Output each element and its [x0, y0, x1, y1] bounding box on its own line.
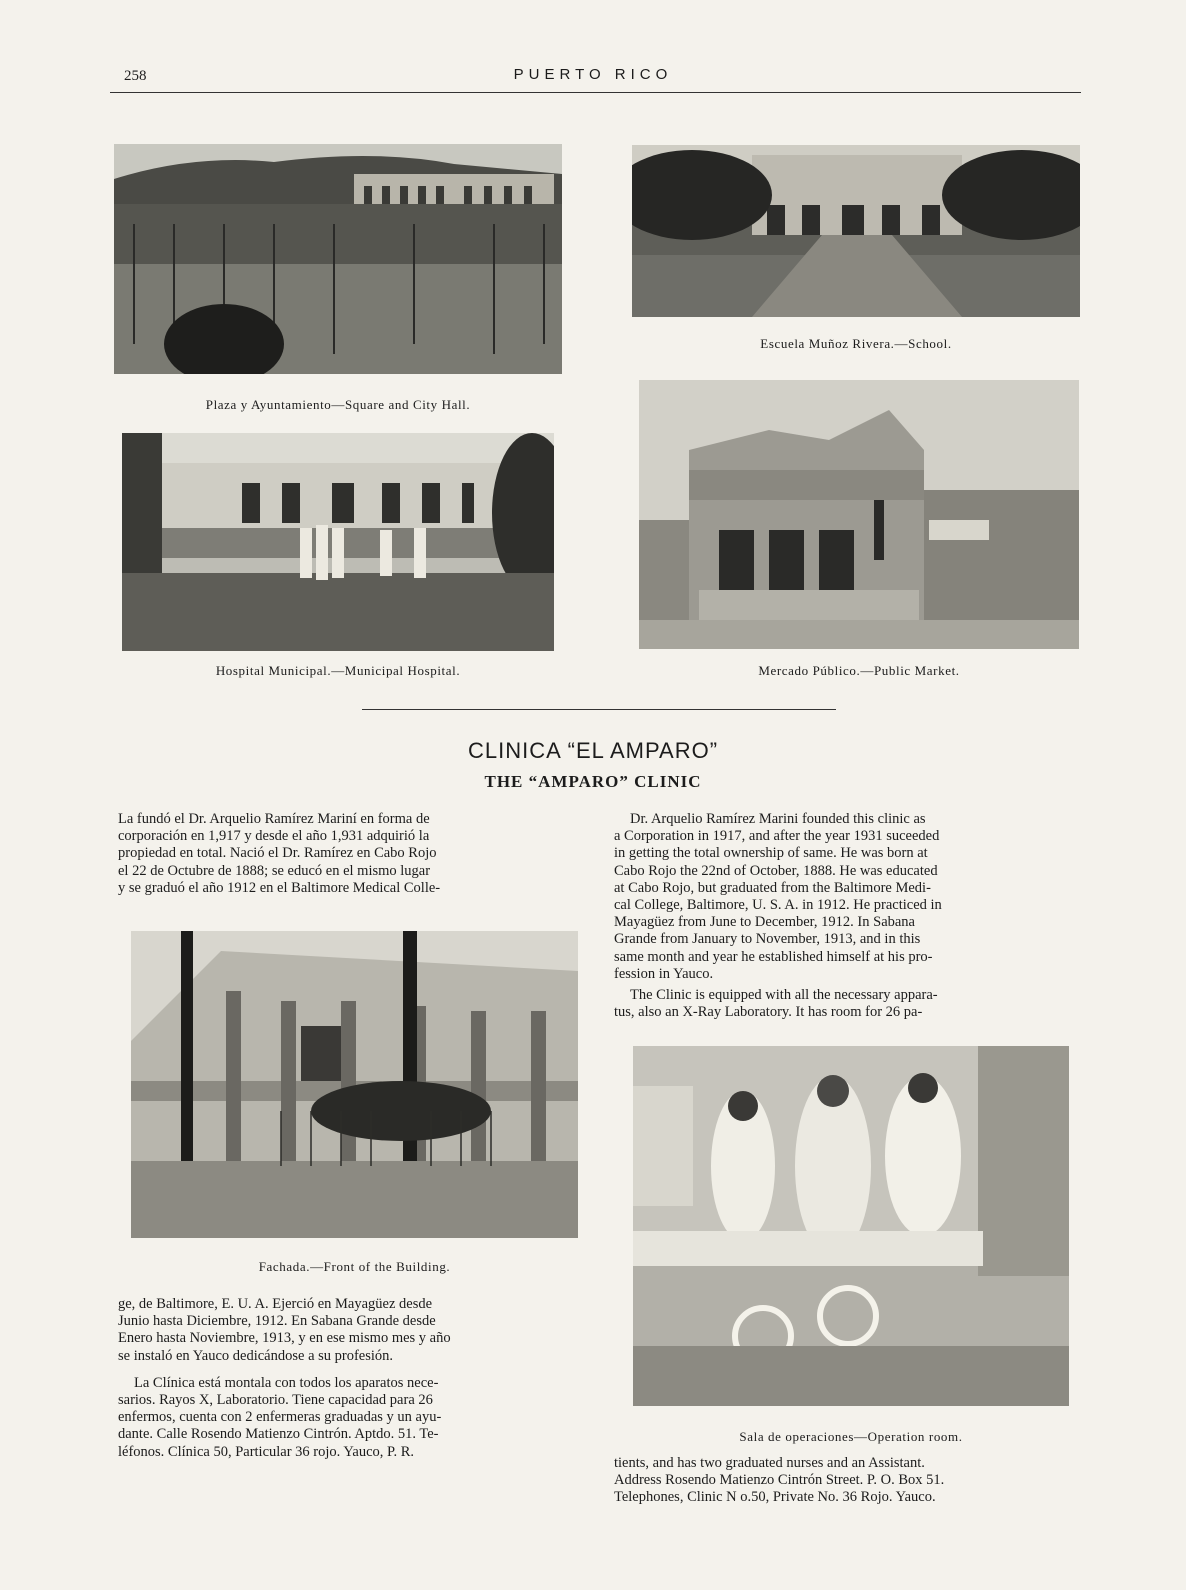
- page-number: 258: [124, 68, 147, 84]
- text-line: La fundó el Dr. Arquelio Ramírez Mariní en forma de: [118, 811, 430, 827]
- text-line: léfonos. Clínica 50, Particular 36 rojo. Yauco, P. R.: [118, 1443, 415, 1460]
- text-line: enfermos, cuenta con 2 enfermeras graduadas y un ayu-: [118, 1409, 442, 1426]
- text-line: se instaló en Yauco dedicándose a su profesión.: [118, 1347, 394, 1364]
- text-line: at Cabo Rojo, but graduated from the Baltimore Medi-: [614, 879, 931, 896]
- text-line: propiedad en total. Nació el Dr. Ramírez en Cabo Rojo: [118, 845, 437, 862]
- text-line: Grande from January to November, 1913, and in this: [614, 931, 921, 948]
- header-rule: [110, 92, 1081, 93]
- facade-caption: Fachada.—Front of the Building.: [258, 1259, 451, 1274]
- text-line: el 22 de Octubre de 1888; se educó en el mismo lugar: [118, 862, 431, 879]
- text-line: Dr. Arquelio Ramírez Marini founded this clinic as: [630, 811, 926, 827]
- article-title: CLINICA “EL AMPARO”: [467, 738, 719, 763]
- english-text-bottom: [614, 1455, 1088, 1507]
- school-caption: Escuela Muñoz Rivera.—School.: [760, 336, 952, 351]
- running-head: PUERTO RICO: [513, 66, 673, 83]
- text-line: The Clinic is equipped with all the necessary appara-: [630, 987, 938, 1004]
- operation-room-photo: [633, 1046, 1069, 1406]
- text-line: Address Rosendo Matienzo Cintrón Street. P. O. Box 51.: [614, 1472, 945, 1489]
- hospital-caption: Hospital Municipal.—Municipal Hospital.: [215, 663, 461, 678]
- text-line: Cabo Rojo the 22nd of October, 1888. He was educated: [614, 862, 938, 879]
- text-line: y se graduó el año 1912 en el Baltimore Medical Colle-: [118, 879, 441, 896]
- text-line: dante. Calle Rosendo Matienzo Cintrón. Aptdo. 51. Te-: [118, 1426, 439, 1443]
- text-line: Telephones, Clinic N o.50, Private No. 36 Rojo. Yauco.: [614, 1489, 936, 1506]
- text-line: ge, de Baltimore, E. U. A. Ejerció en Mayagüez desde: [118, 1296, 433, 1312]
- text-line: corporación en 1,917 y desde el año 1,931 adquirió la: [118, 828, 430, 845]
- spanish-text-top: [118, 811, 560, 897]
- text-line: tus, also an X-Ray Laboratory. It has room for 26 pa-: [614, 1004, 923, 1021]
- section-rule: [362, 709, 836, 710]
- text-line: Junio hasta Diciembre, 1912. En Sabana Grande desde: [118, 1313, 436, 1330]
- facade-photo: [131, 931, 578, 1238]
- market-caption: Mercado Público.—Public Market.: [758, 663, 960, 678]
- text-line: tients, and has two graduated nurses and an Assistant.: [614, 1455, 925, 1471]
- text-line: Mayagüez from June to December, 1912. In Sabana: [614, 914, 915, 931]
- operation-room-caption: Sala de operaciones—Operation room.: [739, 1429, 963, 1444]
- plaza-photo: [114, 144, 562, 374]
- hospital-photo: [122, 433, 554, 651]
- text-line: same month and year he established himself at his pro-: [614, 948, 933, 965]
- market-photo: [639, 380, 1079, 649]
- text-line: a Corporation in 1917, and after the year 1931 suceeded: [614, 828, 940, 845]
- text-line: fession in Yauco.: [614, 965, 714, 982]
- text-line: sarios. Rayos X, Laboratorio. Tiene capacidad para 26: [118, 1392, 433, 1409]
- school-photo: [632, 145, 1080, 317]
- spanish-text-bottom: [118, 1296, 560, 1461]
- plaza-caption: Plaza y Ayuntamiento—Square and City Hall.: [205, 397, 471, 412]
- text-line: cal College, Baltimore, U. S. A. in 1912. He practiced in: [614, 897, 942, 914]
- text-line: La Clínica está montala con todos los aparatos nece-: [134, 1374, 439, 1391]
- text-line: Enero hasta Noviembre, 1913, y en ese mismo mes y año: [118, 1330, 451, 1347]
- article-subtitle: THE “AMPARO” CLINIC: [484, 772, 702, 791]
- text-line: in getting the total ownership of same. He was born at: [614, 845, 928, 862]
- english-text-top: [614, 811, 1088, 1021]
